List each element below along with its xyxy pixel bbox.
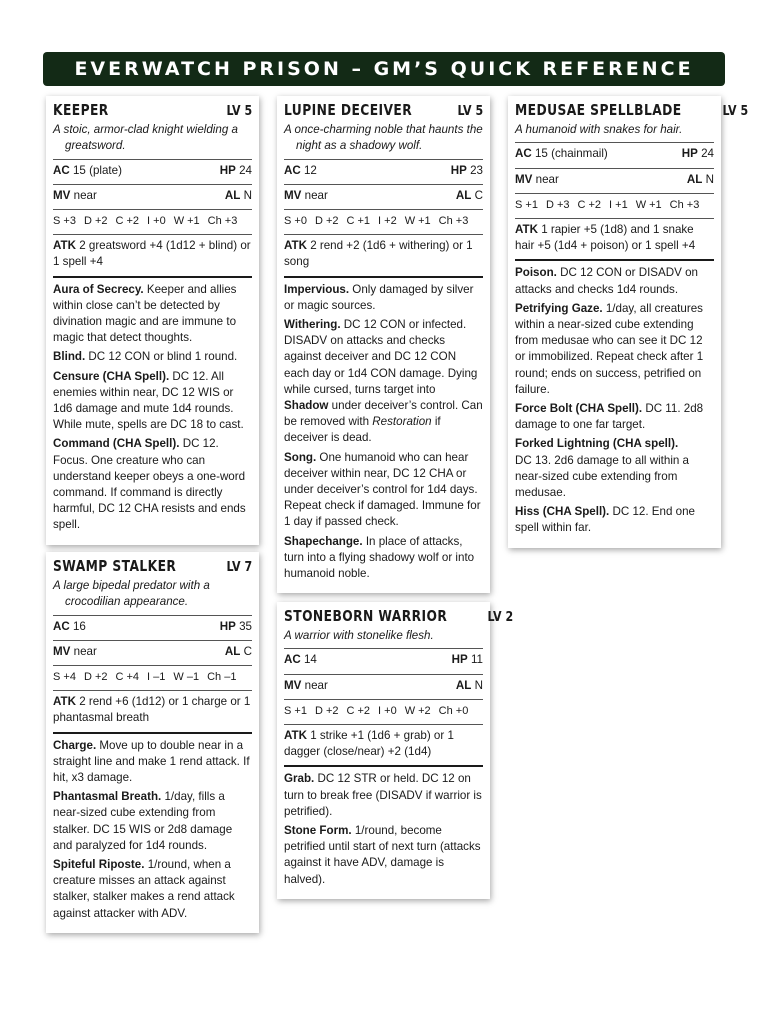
stat-dex: D +2 (314, 215, 339, 228)
ability-name: Withering. (284, 318, 341, 332)
ability (284, 771, 483, 820)
monster-level: LV 5 (722, 104, 749, 119)
monster-card-stoneborn-warrior (277, 602, 514, 899)
ability-text: Only damaged by silver or magic sources. (284, 282, 474, 312)
hp-value: 11 (470, 653, 483, 667)
mv-value: near (73, 188, 97, 202)
mv-label: MV (53, 188, 71, 202)
ability-name: Hiss (CHA Spell). (515, 505, 610, 519)
ability-name: Grab. (284, 772, 315, 786)
ability (515, 265, 714, 297)
hp-value: 24 (701, 147, 714, 161)
ac-label: AC (515, 147, 532, 161)
ability (53, 369, 252, 434)
stat-wis: W +2 (404, 704, 431, 717)
ability (515, 401, 714, 433)
monster-level: LV 5 (457, 104, 483, 119)
ability-name: Poison. (515, 266, 557, 280)
mv-label: MV (284, 188, 302, 202)
hp-value: 23 (470, 163, 483, 177)
ability-name: Spiteful Riposte. (53, 858, 145, 872)
ac-hp-row (53, 159, 252, 184)
ability-text: DC 12. All enemies within near, DC 12 WIS or 1d6 damage and mute 1d4 rounds. While mute, spells are DC 18 to cast. (53, 369, 244, 432)
attack-line (53, 234, 252, 275)
ability-text: DC 12. Focus. One creature who can understand keeper obeys a one-word command. If command is directly harmful, DC 12 CHA resists and ends spell. (53, 437, 246, 532)
stat-cha: Ch +3 (438, 215, 469, 228)
atk-value: 2 rend +2 (1d6 + withering) or 1 song (284, 239, 473, 269)
attack-line (53, 690, 252, 731)
ability-text: In place of attacks, turn into a flying shadowy wolf or into humanoid noble. (284, 534, 475, 581)
ability (284, 534, 483, 583)
stat-str: S +0 (284, 215, 307, 228)
ability-bold-term: Shadow (284, 399, 329, 413)
ability (515, 301, 714, 398)
stat-dex: D +2 (83, 671, 108, 684)
ability-name: Censure (CHA Spell). (53, 369, 170, 383)
ability-text: 1/day, fills a near-sized cube extending from stalker. DC 15 WIS or 2d8 damage and paralyzed for 1d4 rounds. (53, 790, 233, 852)
stat-cha: Ch +0 (438, 704, 469, 717)
mv-label: MV (515, 172, 533, 186)
stat-int: I +1 (609, 198, 628, 211)
ability-text: 1/day, all creatures within a near-sized cube extending from medusae who can see it DC 12 or immobilized. Repeat check after 1 round; ends on success, petrified on failure. (515, 301, 704, 396)
atk-value: 1 rapier +5 (1d8) and 1 snake hair +5 (1d4 + poison) or 1 spell +4 (515, 223, 696, 253)
ability (284, 317, 483, 447)
ability-text: DC 12. End one spell within far. (515, 505, 696, 535)
ability-scores (53, 665, 252, 690)
monster-name: SWAMP STALKER (53, 557, 177, 575)
monster-level: LV 5 (226, 104, 252, 119)
attack-line (284, 234, 483, 275)
ability (53, 857, 252, 922)
al-label: AL (224, 644, 241, 658)
monster-description: A large bipedal predator with a crocodilian appearance. (53, 579, 210, 609)
mv-al-row (284, 184, 483, 209)
stat-str: S +4 (53, 671, 76, 684)
mv-al-row (53, 184, 252, 209)
stat-int: I +2 (378, 215, 397, 228)
ac-hp-row (284, 648, 483, 673)
monster-description: A humanoid with snakes for hair. (515, 123, 683, 137)
ac-label: AC (53, 163, 70, 177)
hp-label: HP (451, 653, 468, 667)
al-label: AL (224, 188, 241, 202)
atk-label: ATK (53, 695, 76, 709)
mv-label: MV (53, 644, 71, 658)
stat-wis: W +1 (635, 198, 662, 211)
stat-con: C +4 (115, 671, 140, 684)
stat-con: C +2 (346, 704, 371, 717)
ability-name: Blind. (53, 350, 86, 364)
stat-int: I +0 (147, 215, 166, 228)
stat-dex: D +3 (545, 198, 570, 211)
hp-label: HP (681, 147, 698, 161)
monster-description: A warrior with stonelike flesh. (284, 629, 434, 643)
ability-text: DC 13. 2d6 damage to all within a near-sized cube extending from medusae. (515, 453, 690, 500)
page-title: EVERWATCH PRISON – GM’S QUICK REFERENCE (74, 58, 694, 80)
ability-text: if deceiver is dead. (284, 415, 441, 445)
stat-dex: D +2 (314, 704, 339, 717)
al-value: N (705, 172, 714, 186)
ability-text: DC 12 STR or held. DC 12 on turn to break free (DISADV if warrior is petrified). (284, 772, 482, 818)
ability (53, 789, 252, 854)
atk-value: 2 greatsword +4 (1d12 + blind) or 1 spell +4 (53, 239, 251, 269)
page-title-banner (43, 52, 725, 86)
ac-value: 12 (303, 163, 317, 177)
abilities-list (53, 276, 252, 534)
monster-level: LV 7 (226, 560, 252, 575)
ability (53, 738, 252, 787)
ac-label: AC (53, 619, 70, 633)
mv-al-row (53, 640, 252, 665)
abilities-list (284, 765, 483, 887)
attack-line (284, 724, 483, 765)
stat-wis: W +1 (173, 215, 200, 228)
al-label: AL (455, 678, 472, 692)
ability-text: Keeper and allies within close can’t be detected by divination magic and are immune to magic that detect thoughts. (53, 282, 237, 345)
atk-label: ATK (515, 223, 538, 237)
monster-card-lupine-deceiver (277, 96, 490, 593)
ac-label: AC (284, 163, 301, 177)
atk-label: ATK (284, 239, 307, 253)
mv-value: near (535, 172, 559, 186)
ability-text: DC 12 CON or DISADV on attacks and checks 1d4 rounds. (515, 266, 698, 296)
stat-cha: Ch +3 (669, 198, 700, 211)
ability-name: Shapechange. (284, 534, 363, 548)
abilities-list (53, 732, 252, 922)
ability-name: Petrifying Gaze. (515, 301, 603, 315)
ability-name: Forked Lightning (CHA spell). (515, 437, 679, 451)
ability (284, 823, 483, 888)
abilities-list (515, 259, 714, 536)
monster-card-medusae-spellblade (508, 96, 749, 548)
ability-name: Stone Form. (284, 824, 352, 838)
mv-value: near (304, 188, 328, 202)
ability-name: Force Bolt (CHA Spell). (515, 402, 643, 416)
mv-value: near (304, 678, 328, 692)
stat-int: I –1 (147, 671, 166, 684)
ability-text: Move up to double near in a straight line and make 1 rend attack. If hit, x3 damage. (53, 738, 250, 785)
ability-name: Song. (284, 450, 317, 464)
monster-card-swamp-stalker (46, 552, 259, 933)
stat-con: C +2 (115, 215, 140, 228)
ability-italic-term: Restoration (372, 415, 432, 429)
monster-name: MEDUSAE SPELLBLADE (515, 101, 682, 119)
ability-text: DC 11. 2d8 damage to one far target. (515, 402, 704, 432)
ac-hp-row (53, 615, 252, 640)
al-value: C (474, 188, 483, 202)
stat-wis: W +1 (404, 215, 431, 228)
stat-cha: Ch –1 (207, 671, 237, 684)
ability-text: DC 12 CON or infected. DISADV on attacks and checks against deceiver and DC 12 CON each day or 1d4 CON damage. Dying while cursed, turns target into (284, 318, 478, 396)
al-label: AL (455, 188, 472, 202)
atk-value: 1 strike +1 (1d6 + grab) or 1 dagger (close/near) +2 (1d4) (284, 729, 454, 759)
ac-value: 15 (chainmail) (534, 147, 608, 161)
ability-scores (53, 209, 252, 234)
ability-text: 1/round, when a creature misses an attack against stalker, stalker makes a rend attack against attacker with ADV. (53, 858, 235, 920)
mv-label: MV (284, 678, 302, 692)
ability-name: Command (CHA Spell). (53, 437, 180, 451)
ac-label: AC (284, 653, 301, 667)
al-value: N (243, 188, 252, 202)
ability-text: under deceiver’s control. Can be removed with (284, 399, 483, 429)
stat-con: C +2 (577, 198, 602, 211)
ability-name: Aura of Secrecy. (53, 282, 144, 296)
ac-value: 16 (72, 619, 86, 633)
monster-level: LV 2 (487, 610, 514, 625)
atk-label: ATK (53, 239, 76, 253)
ability (515, 504, 714, 536)
stat-cha: Ch +3 (207, 215, 238, 228)
ability (53, 282, 252, 347)
stat-int: I +0 (378, 704, 397, 717)
ability (515, 436, 714, 501)
hp-value: 35 (239, 619, 252, 633)
abilities-list (284, 276, 483, 583)
atk-value: 2 rend +6 (1d12) or 1 charge or 1 phantasmal breath (53, 695, 251, 725)
ability-text: DC 12 CON or blind 1 round. (85, 350, 238, 364)
hp-label: HP (219, 619, 236, 633)
ability-scores (515, 193, 714, 218)
ability (284, 282, 483, 314)
al-value: N (474, 678, 483, 692)
ability-scores (284, 699, 483, 724)
stat-con: C +1 (346, 215, 371, 228)
ability-name: Charge. (53, 738, 97, 752)
mv-value: near (73, 644, 97, 658)
stat-str: S +3 (53, 215, 76, 228)
ac-value: 14 (303, 653, 317, 667)
hp-label: HP (450, 163, 467, 177)
ability-text: 1/round, become petrified until start of next turn (attacks against it have ADV, damage is halved). (284, 824, 481, 886)
ability (53, 436, 252, 533)
mv-al-row (284, 674, 483, 699)
ability-scores (284, 209, 483, 234)
ac-hp-row (284, 159, 483, 184)
ac-hp-row (515, 142, 714, 167)
monster-card-keeper (46, 96, 259, 545)
stat-str: S +1 (515, 198, 538, 211)
atk-label: ATK (284, 729, 307, 743)
ac-value: 15 (plate) (72, 163, 122, 177)
hp-value: 24 (239, 163, 252, 177)
ability-name: Impervious. (284, 282, 350, 296)
ability (53, 349, 252, 365)
monster-description: A once-charming noble that haunts the night as a shadowy wolf. (284, 123, 483, 153)
al-value: C (243, 644, 252, 658)
al-label: AL (686, 172, 703, 186)
ability-name: Phantasmal Breath. (53, 790, 162, 804)
hp-label: HP (219, 163, 236, 177)
stat-str: S +1 (284, 704, 307, 717)
ability-text: One humanoid who can hear deceiver within near, DC 12 CHA or under deceiver’s control for 1d4 days. Repeat check if damaged. Immune for 1 day if passed check. (284, 450, 481, 529)
stat-dex: D +2 (83, 215, 108, 228)
mv-al-row (515, 168, 714, 193)
monster-name: LUPINE DECEIVER (284, 101, 413, 119)
attack-line (515, 218, 714, 259)
ability (284, 450, 483, 531)
monster-description: A stoic, armor-clad knight wielding a greatsword. (53, 123, 238, 153)
monster-name: STONEBORN WARRIOR (284, 607, 448, 625)
monster-name: KEEPER (53, 101, 109, 119)
stat-wis: W –1 (173, 671, 200, 684)
